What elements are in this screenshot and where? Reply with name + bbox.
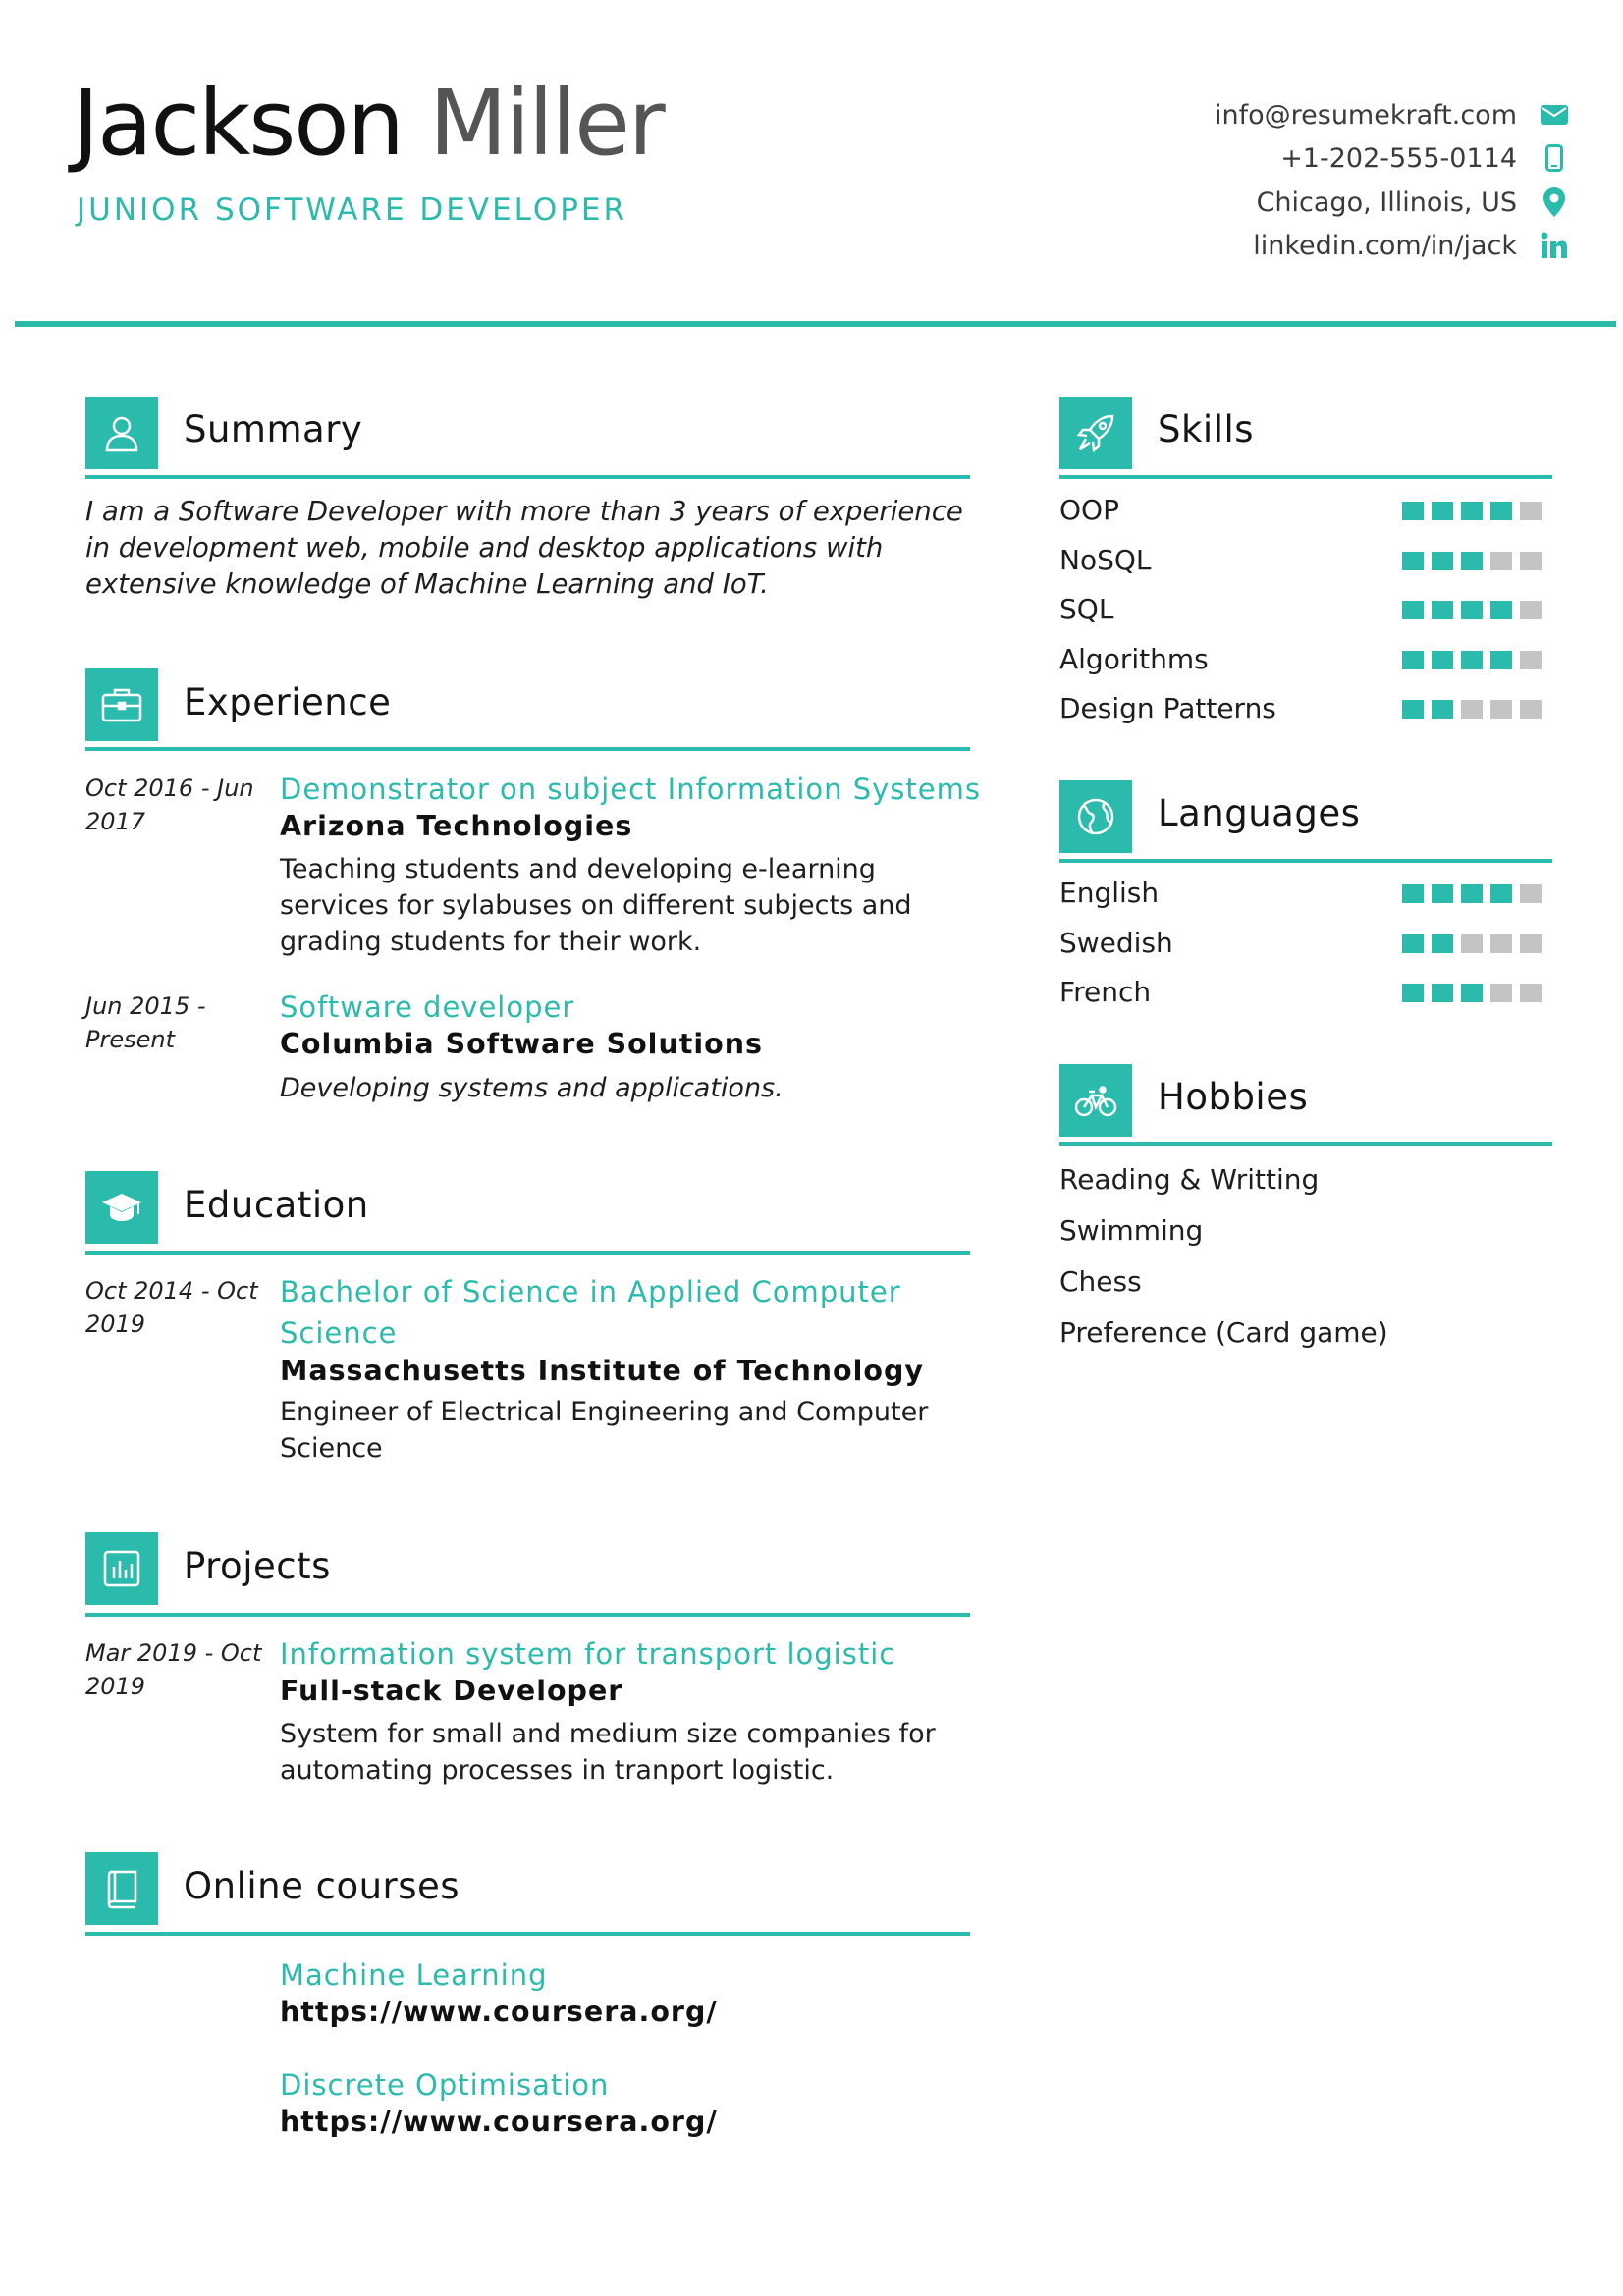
- rating-dot: [1490, 700, 1512, 719]
- briefcase-icon: [85, 668, 158, 741]
- contact-linkedin-text: linkedin.com/in/jack: [1253, 230, 1517, 261]
- language-name: French: [1059, 976, 1152, 1008]
- courses-heading: Online courses: [184, 1865, 460, 1907]
- course-name: Discrete Optimisation: [280, 2068, 610, 2102]
- contact-phone-text: +1-202-555-0114: [1280, 142, 1517, 174]
- rating-dot: [1402, 700, 1424, 719]
- rating-dot: [1432, 700, 1453, 719]
- experience-org: Arizona Technologies: [280, 810, 633, 842]
- contact-linkedin[interactable]: [981, 226, 1570, 265]
- location-pin-icon: [1539, 187, 1570, 218]
- course-url[interactable]: https://www.coursera.org/: [280, 1996, 718, 2028]
- skills-divider: [1059, 475, 1552, 479]
- experience-role: Software developer: [280, 990, 575, 1024]
- experience-divider: [85, 747, 970, 751]
- rating-dot: [1461, 934, 1483, 953]
- education-date: Oct 2014 - Oct 2019: [85, 1277, 258, 1338]
- languages-divider: [1059, 859, 1552, 863]
- skill-rating: [1394, 700, 1542, 719]
- skill-name: OOP: [1059, 494, 1119, 526]
- experience-role: Demonstrator on subject Information Systems: [280, 773, 981, 806]
- rating-dot: [1461, 502, 1483, 520]
- skill-rating: [1394, 552, 1542, 570]
- rating-dot: [1402, 934, 1424, 953]
- contact-location-text: Chicago, Illinois, US: [1256, 187, 1517, 218]
- courses-divider: [85, 1932, 970, 1936]
- rating-dot: [1402, 502, 1424, 520]
- user-icon: [85, 397, 158, 469]
- candidate-name: [73, 71, 664, 176]
- rating-dot: [1490, 601, 1512, 619]
- hobby-item: Swimming: [1059, 1214, 1204, 1247]
- rating-dot: [1432, 984, 1453, 1002]
- rating-dot: [1402, 552, 1424, 570]
- rating-dot: [1520, 984, 1542, 1002]
- rating-dot: [1520, 884, 1542, 903]
- rating-dot: [1432, 651, 1453, 669]
- rating-dot: [1490, 984, 1512, 1002]
- language-rating: [1394, 934, 1542, 953]
- skill-rating: [1394, 502, 1542, 520]
- rating-dot: [1490, 651, 1512, 669]
- contact-phone[interactable]: [981, 138, 1570, 178]
- skill-name: Algorithms: [1059, 642, 1209, 675]
- rating-dot: [1490, 502, 1512, 520]
- contact-location: [981, 183, 1570, 222]
- summary-divider: [85, 475, 970, 479]
- contact-email[interactable]: [981, 95, 1570, 134]
- language-rating: [1394, 984, 1542, 1002]
- rating-dot: [1520, 502, 1542, 520]
- rating-dot: [1432, 552, 1453, 570]
- project-role: Full-stack Developer: [280, 1675, 623, 1707]
- rating-dot: [1520, 651, 1542, 669]
- bar-chart-icon: [85, 1532, 158, 1605]
- rating-dot: [1432, 934, 1453, 953]
- summary-heading: Summary: [184, 408, 363, 451]
- languages-heading: Languages: [1158, 792, 1361, 834]
- project-name: Information system for transport logistic: [280, 1637, 896, 1671]
- project-date: Mar 2019 - Oct 2019: [85, 1639, 262, 1700]
- course-name: Machine Learning: [280, 1958, 548, 1992]
- rating-dot: [1520, 601, 1542, 619]
- header-divider: [15, 321, 1616, 327]
- graduation-cap-icon: [85, 1171, 158, 1244]
- hobby-item: Reading & Writting: [1059, 1163, 1320, 1196]
- rating-dot: [1461, 651, 1483, 669]
- hobby-item: Chess: [1059, 1265, 1142, 1298]
- rating-dot: [1432, 884, 1453, 903]
- rating-dot: [1461, 700, 1483, 719]
- language-name: Swedish: [1059, 926, 1173, 959]
- skills-heading: Skills: [1158, 408, 1255, 451]
- rating-dot: [1520, 700, 1542, 719]
- email-icon: [1539, 99, 1570, 131]
- skill-name: SQL: [1059, 593, 1114, 625]
- education-school: Massachusetts Institute of Technology: [280, 1355, 924, 1387]
- projects-divider: [85, 1613, 970, 1617]
- experience-org: Columbia Software Solutions: [280, 1028, 763, 1060]
- skill-rating: [1394, 601, 1542, 619]
- rating-dot: [1432, 601, 1453, 619]
- book-icon: [85, 1852, 158, 1925]
- last-name: Miller: [429, 71, 664, 176]
- rating-dot: [1520, 934, 1542, 953]
- rating-dot: [1461, 601, 1483, 619]
- rating-dot: [1402, 884, 1424, 903]
- rating-dot: [1402, 601, 1424, 619]
- summary-text: I am a Software Developer with more than 3 years of experience in development web, mobile and desktop applications with extensive knowledge of Machine Learning and IoT.: [85, 496, 963, 600]
- first-name: Jackson: [73, 71, 403, 176]
- rocket-icon: [1059, 397, 1132, 469]
- projects-heading: Projects: [184, 1545, 331, 1587]
- education-heading: Education: [184, 1184, 369, 1226]
- rating-dot: [1402, 984, 1424, 1002]
- experience-desc: Developing systems and applications.: [280, 1073, 784, 1103]
- skill-rating: [1394, 651, 1542, 669]
- linkedin-icon: [1539, 230, 1570, 261]
- course-url[interactable]: https://www.coursera.org/: [280, 2106, 718, 2138]
- rating-dot: [1490, 552, 1512, 570]
- rating-dot: [1490, 934, 1512, 953]
- language-rating: [1394, 884, 1542, 903]
- hobby-item: Preference (Card game): [1059, 1316, 1388, 1349]
- skill-name: Design Patterns: [1059, 692, 1276, 724]
- experience-date: Oct 2016 - Jun 2017: [85, 774, 254, 835]
- contact-email-text: info@resumekraft.com: [1215, 99, 1517, 131]
- experience-desc: Teaching students and developing e-learning services for sylabuses on different subjects and grading students for their work.: [280, 854, 912, 957]
- education-desc: Engineer of Electrical Engineering and Computer Science: [280, 1397, 929, 1464]
- rating-dot: [1461, 984, 1483, 1002]
- rating-dot: [1490, 884, 1512, 903]
- rating-dot: [1402, 651, 1424, 669]
- globe-icon: [1059, 780, 1132, 853]
- rating-dot: [1461, 552, 1483, 570]
- experience-heading: Experience: [184, 681, 392, 723]
- rating-dot: [1520, 552, 1542, 570]
- education-degree-line1: Bachelor of Science in Applied Computer: [280, 1275, 901, 1308]
- hobbies-heading: Hobbies: [1158, 1076, 1309, 1118]
- language-name: English: [1059, 877, 1160, 909]
- rating-dot: [1432, 502, 1453, 520]
- phone-icon: [1539, 142, 1570, 174]
- job-title: JUNIOR SOFTWARE DEVELOPER: [77, 192, 628, 228]
- bicycle-icon: [1059, 1064, 1132, 1137]
- education-degree-line2: Science: [280, 1316, 398, 1350]
- education-divider: [85, 1251, 970, 1255]
- skill-name: NoSQL: [1059, 543, 1152, 576]
- experience-date: Jun 2015 - Present: [85, 992, 206, 1053]
- project-desc: System for small and medium size companies for automating processes in tranport logistic.: [280, 1719, 936, 1786]
- rating-dot: [1461, 884, 1483, 903]
- hobbies-divider: [1059, 1142, 1552, 1146]
